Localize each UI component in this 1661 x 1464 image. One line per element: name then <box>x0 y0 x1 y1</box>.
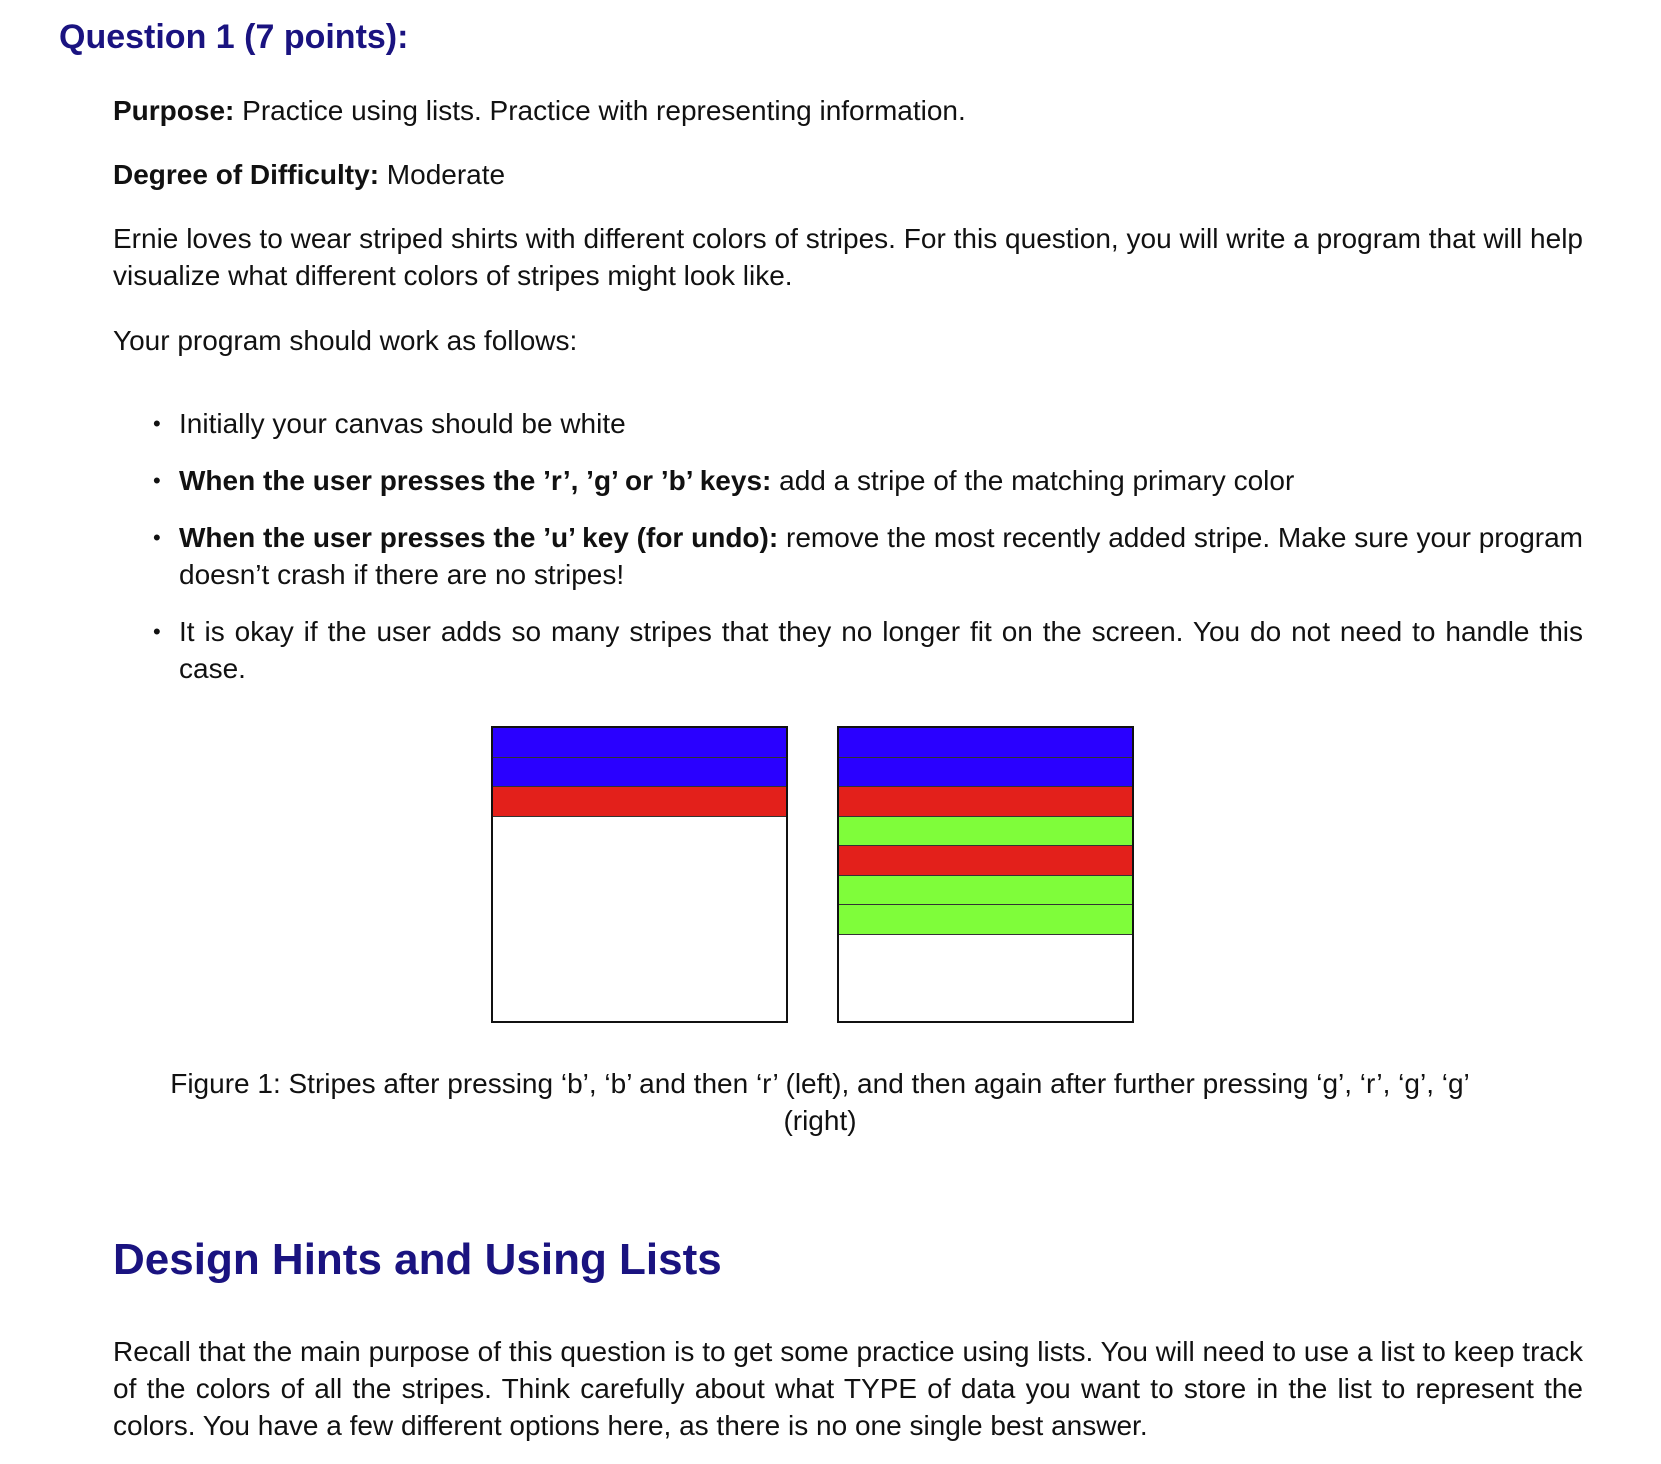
bullet-bold: When the user presses the ’r’, ’g’ or ’b’ keys: <box>179 465 772 496</box>
stripe-r <box>493 787 786 817</box>
hints-heading: Design Hints and Using Lists <box>113 1235 722 1284</box>
bullet-text: add a stripe of the matching primary color <box>771 465 1295 496</box>
right-stripes-canvas <box>837 726 1134 1023</box>
purpose-label: Purpose: <box>113 95 235 126</box>
stripe-b <box>493 728 786 758</box>
list-item <box>113 462 1583 499</box>
figure-caption: Figure 1: Stripes after pressing ‘b’, ‘b’ and then ‘r’ (left), and then again after further pressing ‘g’, ‘r’, ‘g’, ‘g’ (right) <box>170 1068 1470 1136</box>
bullet-icon: • <box>153 619 161 644</box>
stripe-b <box>839 758 1132 788</box>
bullet-text: Initially your canvas should be white <box>179 408 626 439</box>
purpose-line <box>113 92 1583 129</box>
difficulty-line <box>113 156 1583 193</box>
bullet-icon: • <box>153 468 161 493</box>
stripe-g <box>839 905 1132 935</box>
stripe-g <box>839 817 1132 847</box>
stripe-r <box>839 787 1132 817</box>
bullet-text: remove the most recently added stripe. Make sure your program doesn’t crash if there are no stripes! <box>179 522 1583 590</box>
stripe-b <box>493 758 786 788</box>
works-as-paragraph: Your program should work as follows: <box>113 325 578 356</box>
list-item <box>113 519 1583 593</box>
bullet-icon: • <box>153 411 161 436</box>
difficulty-label: Degree of Difficulty: <box>113 159 380 190</box>
difficulty-text: Moderate <box>379 159 506 190</box>
bullet-text: It is okay if the user adds so many stripes that they no longer fit on the screen. You do not need to handle this case. <box>179 616 1583 684</box>
purpose-text: Practice using lists. Practice with representing information. <box>234 95 966 126</box>
question-title: Question 1 (7 points): <box>59 18 409 56</box>
bullet-icon: • <box>153 525 161 550</box>
stripe-b <box>839 728 1132 758</box>
requirements-list <box>113 405 1583 687</box>
stripe-r <box>839 846 1132 876</box>
bullet-bold: When the user presses the ’u’ key (for undo): <box>179 522 779 553</box>
list-item <box>113 405 1583 442</box>
stripe-g <box>839 876 1132 906</box>
hints-paragraph: Recall that the main purpose of this question is to get some practice using lists. You will need to use a list to keep track of the colors of all the stripes. Think carefully about what TYPE of data you want to store in the list to represent the colors. You have a few different options here, as there is no one single best answer. <box>113 1336 1583 1441</box>
list-item <box>113 613 1583 687</box>
intro-paragraph: Ernie loves to wear striped shirts with different colors of stripes. For this question, you will write a program that will help visualize what different colors of stripes might look like. <box>113 223 1583 291</box>
left-stripes-canvas <box>491 726 788 1023</box>
